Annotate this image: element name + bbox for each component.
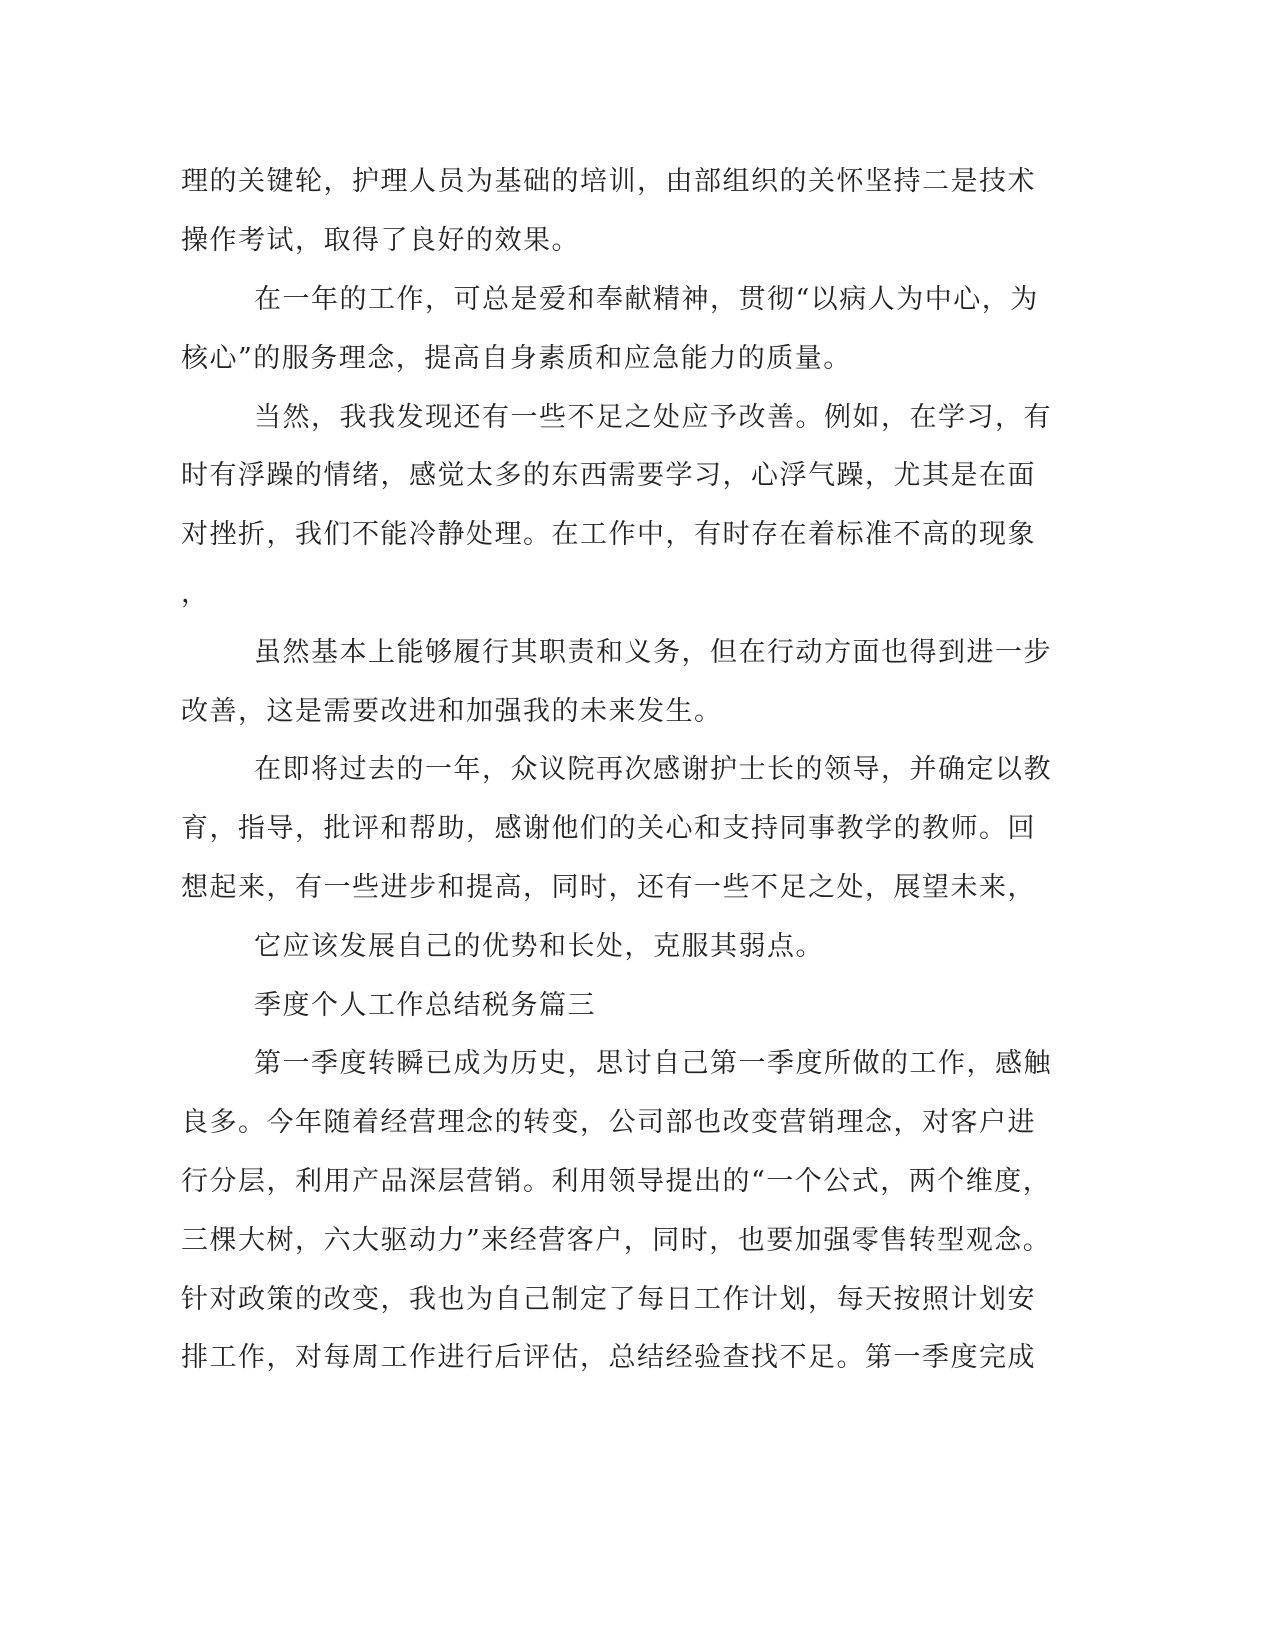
text-line-18: 行分层，利用产品深层营销。利用领导提出的“一个公式，两个维度， (181, 1166, 1052, 1197)
text-line-21: 排工作，对每周工作进行后评估，总结经验查找不足。第一季度完成 (181, 1342, 1036, 1373)
text-line-19: 三棵大树，六大驱动力”来经营客户，同时，也要加强零售转型观念。 (181, 1225, 1052, 1256)
text-line-8: ， (181, 578, 210, 609)
text-line-20: 针对政策的改变，我也为自己制定了每日工作计划，每天按照计划安 (181, 1284, 1036, 1315)
text-line-9: 虽然基本上能够履行其职责和义务，但在行动方面也得到进一步 (254, 637, 1052, 668)
text-line-1: 理的关键轮，护理人员为基础的培训，由部组织的关怀坚持二是技术 (181, 166, 1036, 197)
text-line-3: 在一年的工作，可总是爱和奉献精神，贯彻“以病人为中心，为 (254, 284, 1039, 315)
text-line-13: 想起来，有一些进步和提高，同时，还有一些不足之处，展望未来， (181, 872, 1036, 903)
text-line-14: 它应该发展自己的优势和长处，克服其弱点。 (254, 931, 824, 962)
section-heading: 季度个人工作总结税务篇三 (254, 990, 596, 1021)
text-line-6: 时有浮躁的情绪，感觉太多的东西需要学习，心浮气躁，尤其是在面 (181, 460, 1036, 491)
text-line-2: 操作考试，取得了良好的效果。 (181, 225, 580, 256)
text-line-10: 改善，这是需要改进和加强我的未来发生。 (181, 696, 723, 727)
text-line-17: 良多。今年随着经营理念的转变，公司部也改变营销理念，对客户进 (181, 1107, 1036, 1138)
text-line-12: 育，指导，批评和帮助，感谢他们的关心和支持同事教学的教师。回 (181, 813, 1036, 844)
text-line-7: 对挫折，我们不能冷静处理。在工作中，有时存在着标准不高的现象 (181, 519, 1036, 550)
text-line-11: 在即将过去的一年，众议院再次感谢护士长的领导，并确定以教 (254, 754, 1052, 785)
text-line-5: 当然，我我发现还有一些不足之处应予改善。例如，在学习，有 (254, 402, 1052, 433)
text-line-4: 核心”的服务理念，提高自身素质和应急能力的质量。 (181, 343, 852, 374)
text-line-16: 第一季度转瞬已成为历史，思讨自己第一季度所做的工作，感触 (254, 1048, 1052, 1079)
